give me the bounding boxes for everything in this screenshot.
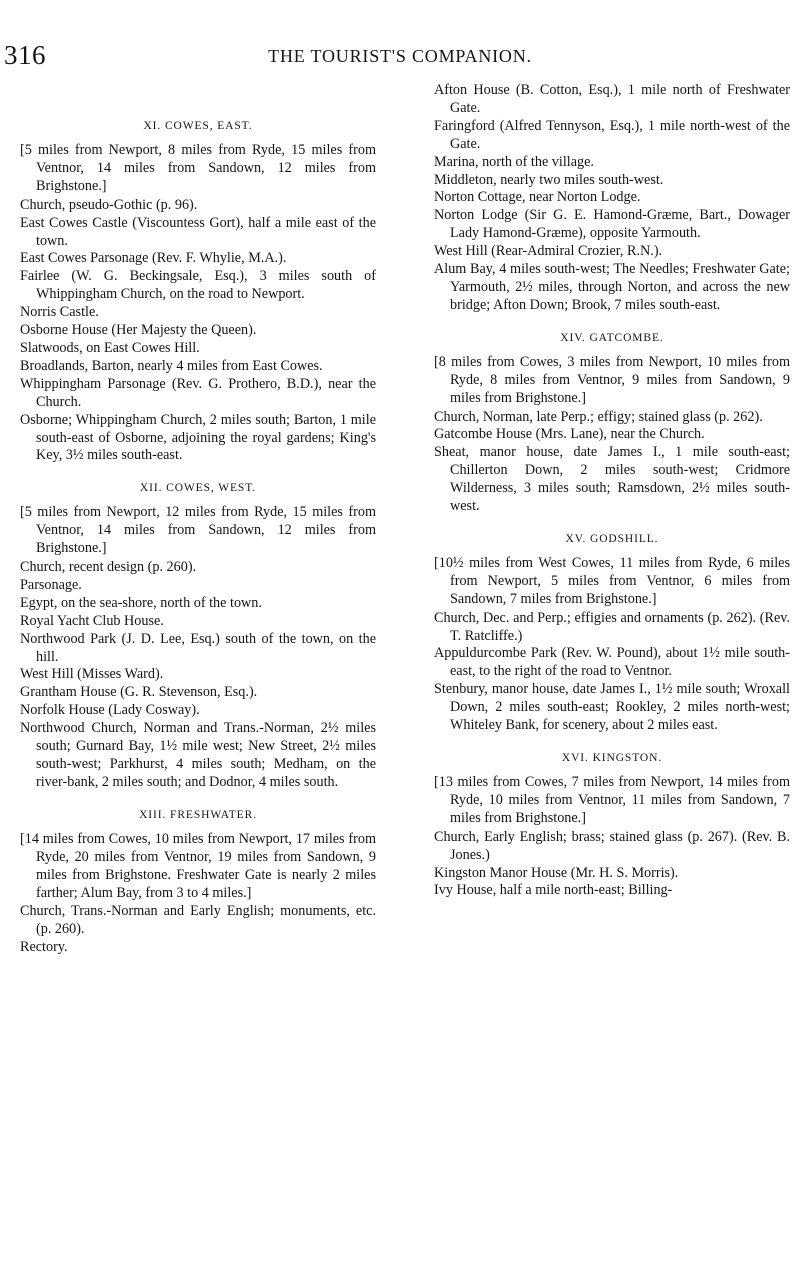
list-item: Alum Bay, 4 miles south-west; The Needles; Freshwater Gate; Yarmouth, 2½ miles, through Norton, and across the new bridge; Afton Down; Brook, 7 miles south-east. [434, 261, 790, 313]
list-item: Norton Lodge (Sir G. E. Hamond-Græme, Bart., Dowager Lady Hamond-Græme), opposite Yarmouth. [434, 207, 790, 242]
distances-note: [14 miles from Cowes, 10 miles from Newport, 17 miles from Ryde, 20 miles from Ventnor, 19 miles from Sandown, 9 miles from Brighstone. Freshwater Gate is nearly 2 miles farther; Alum Bay, from 3 to 4 miles.] [20, 830, 376, 901]
list-item: Marina, north of the village. [434, 153, 594, 170]
list-item: Stenbury, manor house, date James I., 1½ mile south; Wroxall Down, 2 miles south-east; Rookley, 2 miles north-west; Whiteley Bank, for scenery, about 2 miles east. [434, 681, 790, 734]
list-item: Church, Early English; brass; stained glass (p. 267). (Rev. B. Jones.) [434, 828, 790, 863]
section-heading: XIII. FRESHWATER. [139, 808, 257, 821]
distances-note: [13 miles from Cowes, 7 miles from Newport, 14 miles from Ryde, 10 miles from Ventnor, 11 miles from Sandown, 7 miles from Brighstone.] [434, 774, 790, 826]
distances-note: [5 miles from Newport, 12 miles from Ryde, 15 miles from Ventnor, 14 miles from Sandown, 12 miles from Brighstone.] [20, 504, 376, 557]
distances-note: [5 miles from Newport, 8 miles from Ryde, 15 miles from Ventnor, 14 miles from Sandown, 12 miles from Brighstone.] [20, 142, 376, 194]
list-item: Sheat, manor house, date James I., 1 mile south-east; Chillerton Down, 2 miles south-west; Cridmore Wilderness, 3 miles south; Ramsdown, 2½ miles south-west. [434, 444, 790, 515]
list-item: Gatcombe House (Mrs. Lane), near the Church. [434, 426, 705, 443]
list-item: Kingston Manor House (Mr. H. S. Morris). [434, 864, 679, 881]
list-item: Church, pseudo-Gothic (p. 96). [20, 196, 198, 213]
list-item: Whippingham Parsonage (Rev. G. Prothero, B.D.), near the Church. [20, 375, 376, 410]
list-item: Osborne; Whippingham Church, 2 miles south; Barton, 1 mile south-east of Osborne, adjoining the royal gardens; King's Key, 3½ miles south-east. [20, 411, 376, 464]
list-item: Church, recent design (p. 260). [20, 559, 197, 576]
list-item: Appuldurcombe Park (Rev. W. Pound), about 1½ mile south-east, to the right of the road to Ventnor. [434, 645, 790, 680]
list-item: Northwood Church, Norman and Trans.-Norman, 2½ miles south; Gurnard Bay, 1½ mile west; New Street, 2½ miles south-west; Parkhurst, 4 miles south; Medham, on the river-bank, 2 miles south; and Dodnor, 4 miles south. [20, 720, 376, 790]
page-number: 316 [4, 40, 46, 70]
list-item: Middleton, nearly two miles south-west. [434, 171, 664, 188]
list-item: Afton House (B. Cotton, Esq.), 1 mile north of Freshwater Gate. [434, 82, 790, 116]
list-item: Norris Castle. [20, 304, 99, 321]
list-item: Royal Yacht Club House. [20, 612, 164, 629]
section-heading: XVI. KINGSTON. [561, 752, 663, 764]
list-item: Rectory. [20, 939, 68, 956]
list-item: Church, Dec. and Perp.; effigies and ornaments (p. 262). (Rev. T. Ratcliffe.) [434, 609, 790, 644]
list-item: Norfolk House (Lady Cosway). [20, 702, 200, 719]
page-header [0, 40, 800, 80]
list-item: West Hill (Rear-Admiral Crozier, R.N.). [434, 243, 663, 260]
list-item: Egypt, on the sea-shore, north of the town. [20, 594, 262, 611]
list-item: Church, Trans.-Norman and Early English; monuments, etc. (p. 260). [20, 903, 376, 938]
list-item: Norton Cottage, near Norton Lodge. [434, 189, 641, 206]
list-item: Osborne House (Her Majesty the Queen). [20, 322, 257, 339]
section-heading: XII. COWES, WEST. [139, 482, 257, 495]
distances-note: [8 miles from Cowes, 3 miles from Newport, 10 miles from Ryde, 8 miles from Ventnor, 9 miles from Sandown, 9 miles from Brighstone.] [434, 353, 790, 406]
left-column [20, 118, 376, 957]
section-heading: XV. GODSHILL. [565, 532, 659, 545]
list-item: West Hill (Misses Ward). [20, 666, 164, 683]
list-item: East Cowes Parsonage (Rev. F. Whylie, M.A.). [20, 250, 287, 267]
list-item: East Cowes Castle (Viscountess Gort), half a mile east of the town. [20, 214, 376, 249]
right-column [434, 82, 790, 900]
list-item: Ivy House, half a mile north-east; Billing- [434, 882, 673, 899]
list-item: Faringford (Alfred Tennyson, Esq.), 1 mile north-west of the Gate. [434, 117, 790, 152]
section-heading: XIV. GATCOMBE. [560, 331, 664, 344]
section-heading: XI. COWES, EAST. [143, 120, 253, 132]
list-item: Broadlands, Barton, nearly 4 miles from East Cowes. [20, 357, 323, 374]
list-item: Northwood Park (J. D. Lee, Esq.) south of the town, on the hill. [20, 630, 376, 665]
list-item: Parsonage. [20, 576, 82, 593]
list-item: Slatwoods, on East Cowes Hill. [20, 339, 200, 356]
list-item: Grantham House (G. R. Stevenson, Esq.). [20, 684, 258, 701]
distances-note: [10½ miles from West Cowes, 11 miles from Ryde, 6 miles from Newport, 5 miles from Ventnor, 6 miles from Sandown, 7 miles from Brighstone.] [434, 554, 790, 607]
list-item: Fairlee (W. G. Beckingsale, Esq.), 3 miles south of Whippingham Church, on the road to Newport. [20, 268, 376, 303]
list-item: Church, Norman, late Perp.; effigy; stained glass (p. 262). [434, 408, 763, 425]
running-title: THE TOURIST'S COMPANION. [268, 46, 532, 66]
